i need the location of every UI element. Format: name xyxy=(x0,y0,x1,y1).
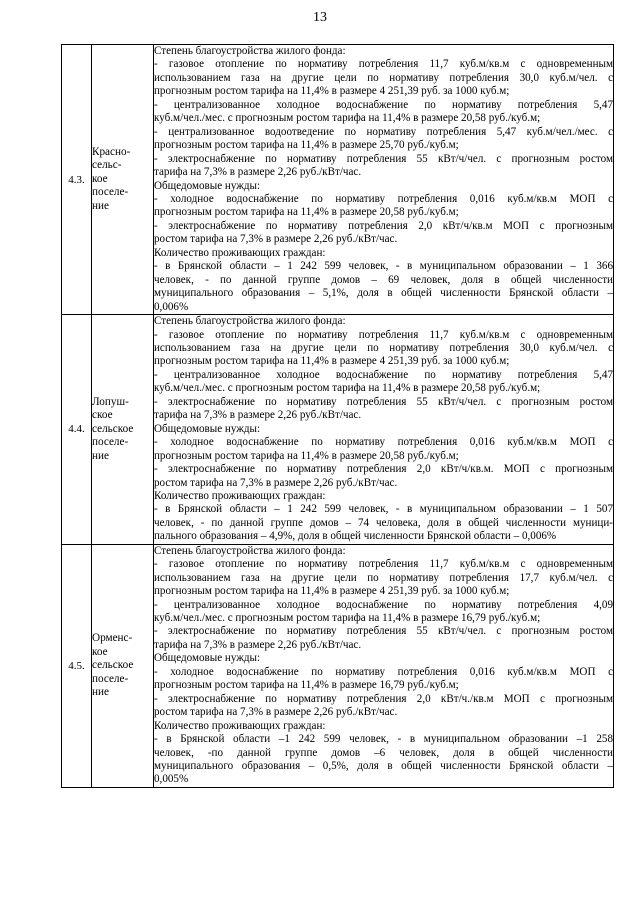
detail-line: - газовое отопление по нормативу потребления 11,7 куб.м/кв.м с одновременным xyxy=(154,328,613,341)
detail-line: муниципального образования – 5,1%, доля в общей численности Брянской области – xyxy=(154,287,613,300)
detail-line: прогнозным ростом тарифа на 11,4% в размере 25,70 руб./куб.м; xyxy=(154,139,459,152)
settlement-name-line: сельское xyxy=(92,422,134,435)
detail-line: 0,006% xyxy=(154,300,189,313)
detail-line: прогнозным ростом тарифа на 11,4% в размере 4 251,39 руб. за 1000 куб.м; xyxy=(154,585,510,598)
detail-line: куб.м/чел./мес. с прогнозным ростом тарифа на 11,4% в размере 16,79 руб./куб.м; xyxy=(154,612,541,625)
detail-line: тарифа на 7,3% в размере 2,26 руб./кВт/час. xyxy=(154,638,362,651)
settlement-name-line: Красно- xyxy=(92,146,131,159)
table-row xyxy=(62,544,614,787)
detail-line: Степень благоустройства жилого фонда: xyxy=(154,544,346,557)
row-number: 4.5. xyxy=(62,544,92,787)
detail-line: Общедомовые нужды: xyxy=(154,422,261,435)
detail-line: Степень благоустройства жилого фонда: xyxy=(154,45,346,57)
settlement-name-line: ние xyxy=(92,685,109,698)
detail-line: ростом тарифа на 7,3% в размере 2,26 руб./кВт/час. xyxy=(154,706,398,719)
detail-line: пального образования – 4,9%, доля в общей численности Брянской области – 0,006% xyxy=(154,530,557,543)
settlement-name-line: сельское xyxy=(92,659,134,672)
table-row xyxy=(62,315,614,545)
settlement-name-line: ние xyxy=(92,199,109,212)
detail-line: Количество проживающих граждан: xyxy=(154,719,326,732)
table-row xyxy=(62,45,614,315)
settlement-name xyxy=(92,315,154,545)
row-number: 4.4. xyxy=(62,315,92,545)
detail-line: использованием газа на другие цели по нормативу потребления 30,0 куб.м/чел. с xyxy=(154,341,613,354)
settlement-name-line: ние xyxy=(92,449,109,462)
row-number: 4.3. xyxy=(62,45,92,315)
settlement-name-line: кое xyxy=(92,172,108,185)
detail-line: - электроснабжение по нормативу потребления 55 кВт/ч/чел. с прогнозным ростом xyxy=(154,152,613,165)
detail-line: использованием газа на другие цели по нормативу потребления 17,7 куб.м/чел. с xyxy=(154,571,613,584)
detail-line: - газовое отопление по нормативу потребления 11,7 куб.м/кв.м с одновременным xyxy=(154,58,613,71)
detail-line: - в Брянской области –1 242 599 человек, - в муниципальном образовании –1 258 xyxy=(154,733,613,746)
detail-line: 0,005% xyxy=(154,773,189,786)
detail-line: - холодное водоснабжение по нормативу потребления 0,016 куб.м/кв.м МОП с xyxy=(154,192,613,205)
settlement-name-line: поселе- xyxy=(92,436,129,449)
detail-line: муниципального образования – 0,5%, доля в общей численности Брянской области – xyxy=(154,760,613,773)
detail-line: - электроснабжение по нормативу потребления 55 кВт/ч/чел. с прогнозным ростом xyxy=(154,395,613,408)
settlements-table xyxy=(61,44,614,788)
settlement-name-line: поселе- xyxy=(92,186,129,199)
detail-line: куб.м/чел./мес. с прогнозным ростом тарифа на 11,4% в размере 20,58 руб./куб.м; xyxy=(154,382,541,395)
detail-line: человек, -по данной группе домов –6 человек, доля в общей численности xyxy=(154,746,613,759)
detail-line: - централизованное водоотведение по нормативу потребления 5,47 куб.м/чел./мес. с xyxy=(154,125,613,138)
settlement-name-line: ское xyxy=(92,409,113,422)
settlement-name-line: поселе- xyxy=(92,672,129,685)
detail-line: тарифа на 7,3% в размере 2,26 руб./кВт/час. xyxy=(154,166,362,179)
detail-line: Количество проживающих граждан: xyxy=(154,489,326,502)
detail-line: Общедомовые нужды: xyxy=(154,179,261,192)
housing-details xyxy=(154,544,614,787)
detail-line: ростом тарифа на 7,3% в размере 2,26 руб./кВт/час. xyxy=(154,476,398,489)
detail-line: человек, - по данной группе домов – 74 человека, доля в общей численности муници- xyxy=(154,516,613,529)
detail-line: прогнозным ростом тарифа на 11,4% в размере 16,79 руб./куб.м; xyxy=(154,679,459,692)
detail-line: - электроснабжение по нормативу потребления 2,0 кВт/ч./кв.м МОП с прогнозным xyxy=(154,692,613,705)
detail-line: человек, - по данной группе домов – 69 человек, доля в общей численности xyxy=(154,273,613,286)
detail-line: Количество проживающих граждан: xyxy=(154,246,326,259)
settlement-name-line: Лопуш- xyxy=(92,395,129,408)
detail-line: прогнозным ростом тарифа на 11,4% в размере 20,58 руб./куб.м; xyxy=(154,449,459,462)
detail-line: куб.м/чел./мес. с прогнозным ростом тарифа на 11,4% в размере 20,58 руб./куб.м; xyxy=(154,112,541,125)
detail-line: - централизованное холодное водоснабжение по нормативу потребления 5,47 xyxy=(154,368,613,381)
detail-line: прогнозным ростом тарифа на 11,4% в размере 4 251,39 руб. за 1000 куб.м; xyxy=(154,355,510,368)
detail-line: - централизованное холодное водоснабжение по нормативу потребления 4,09 xyxy=(154,598,613,611)
settlement-name-line: Орменс- xyxy=(92,632,133,645)
detail-line: - электроснабжение по нормативу потребления 2,0 кВт/ч/кв.м. МОП с прогнозным xyxy=(154,463,613,476)
detail-line: - холодное водоснабжение по нормативу потребления 0,016 куб.м/кв.м МОП с xyxy=(154,665,613,678)
detail-line: использованием газа на другие цели по нормативу потребления 30,0 куб.м/чел. с xyxy=(154,71,613,84)
detail-line: прогнозным ростом тарифа на 11,4% в размере 20,58 руб./куб.м; xyxy=(154,206,459,219)
detail-line: - в Брянской области – 1 242 599 человек, - в муниципальном образовании – 1 507 xyxy=(154,503,613,516)
detail-line: прогнозным ростом тарифа на 11,4% в размере 4 251,39 руб. за 1000 куб.м; xyxy=(154,85,510,98)
settlement-name-line: сельс- xyxy=(92,159,122,172)
detail-line: - холодное водоснабжение по нормативу потребления 0,016 куб.м/кв.м МОП с xyxy=(154,436,613,449)
detail-line: - электроснабжение по нормативу потребления 2,0 кВт/ч/кв.м МОП с прогнозным xyxy=(154,219,613,232)
housing-details xyxy=(154,315,614,545)
detail-line: ростом тарифа на 7,3% в размере 2,26 руб./кВт/час. xyxy=(154,233,398,246)
settlement-name xyxy=(92,45,154,315)
detail-line: - централизованное холодное водоснабжение по нормативу потребления 5,47 xyxy=(154,98,613,111)
detail-line: Степень благоустройства жилого фонда: xyxy=(154,315,346,328)
housing-details xyxy=(154,45,614,315)
settlement-name xyxy=(92,544,154,787)
detail-line: - в Брянской области – 1 242 599 человек, - в муниципальном образовании – 1 366 xyxy=(154,260,613,273)
detail-line: - электроснабжение по нормативу потребления 55 кВт/ч/чел. с прогнозным ростом xyxy=(154,625,613,638)
detail-line: - газовое отопление по нормативу потребления 11,7 куб.м/кв.м с одновременным xyxy=(154,558,613,571)
detail-line: Общедомовые нужды: xyxy=(154,652,261,665)
settlement-name-line: кое xyxy=(92,645,108,658)
detail-line: тарифа на 7,3% в размере 2,26 руб./кВт/час. xyxy=(154,409,362,422)
page-number: 13 xyxy=(313,10,327,25)
